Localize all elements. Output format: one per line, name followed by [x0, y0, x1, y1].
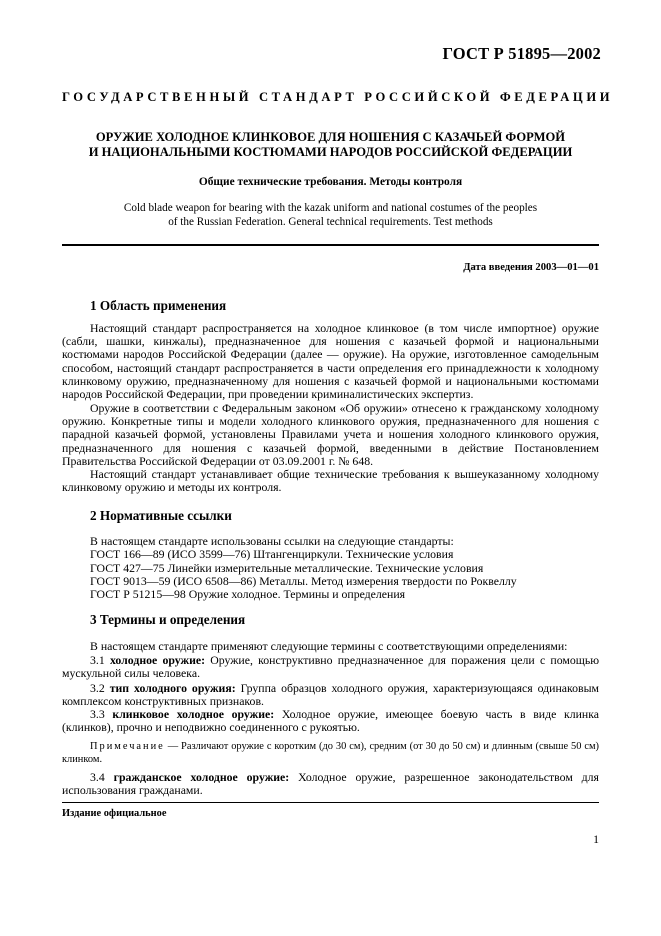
- footer-divider: [62, 802, 599, 803]
- section-1-heading: 1 Область применения: [90, 298, 227, 313]
- section-1-paragraph-2: Оружие в соответствии с Федеральным законом «Об оружии» отнесено к гражданскому холодному оружию. Конкретные типы и модели холодного клинкового оружия, предназначенного для ношения с парадной казачьей формой, установлены Правилами учета и ношения холодного клинкового оружия, предназначенного для ношения с казачьей формой, введенными в действие Постановлением Правительства Российской Федерации от 03.09.2001 г. № 648.: [62, 401, 599, 468]
- term-3-3: 3.3 клинковое холодное оружие: Холодное оружие, имеющее боевую часть в виде клинка (клинков), прочно и неподвижно соединенного с рукоятью.: [62, 707, 600, 735]
- references-list: [90, 535, 600, 601]
- term-name: холодное оружие:: [109, 653, 206, 667]
- title-line-2: И НАЦИОНАЛЬНЫМИ КОСТЮМАМИ НАРОДОВ РОССИЙСКОЙ ФЕДЕРАЦИИ: [88, 144, 573, 159]
- term-name: клинковое холодное оружие:: [112, 707, 275, 721]
- title-line-1: ОРУЖИЕ ХОЛОДНОЕ КЛИНКОВОЕ ДЛЯ НОШЕНИЯ С КАЗАЧЬЕЙ ФОРМОЙ: [95, 130, 566, 144]
- section-3-heading: 3 Термины и определения: [90, 612, 246, 627]
- section-2-heading: 2 Нормативные ссылки: [90, 508, 232, 523]
- note-label: Примечание: [90, 741, 165, 752]
- reference-item: ГОСТ Р 51215—98 Оружие холодное. Термины и определения: [90, 587, 406, 602]
- english-title: [62, 202, 599, 229]
- english-title-line-1: Cold blade weapon for bearing with the kazak uniform and national costumes of the peoples: [123, 202, 538, 214]
- state-standard-heading: ГОСУДАРСТВЕННЫЙ СТАНДАРТ РОССИЙСКОЙ ФЕДЕРАЦИИ: [62, 90, 614, 104]
- section-3-intro: В настоящем стандарте применяют следующие термины с соответствующими определениями:: [90, 639, 568, 653]
- english-title-line-2: of the Russian Federation. General technical requirements. Test methods: [168, 215, 493, 228]
- section-1-paragraph-1: Настоящий стандарт распространяется на холодное клинковое (в том числе импортное) оружие (сабли, шашки, кинжалы), предназначенное для ношения с казачьей формой и национальными костюмами народов Российской Федерации (далее — оружие). На оружие, изготовленное самодельным способом, настоящий стандарт распространяется в части определения его принадлежности к холодному клинковому оружию, предназначенному для ношения с казачьей формой и национальными костюмами народов Российской Федерации, при проведении криминалистических экспертиз.: [62, 321, 599, 402]
- reference-item: ГОСТ 166—89 (ИСО 3599—76) Штангенциркули. Технические условия: [90, 547, 454, 562]
- reference-item: ГОСТ 427—75 Линейки измерительные металлические. Технические условия: [90, 560, 484, 575]
- standard-code: ГОСТ Р 51895—2002: [442, 44, 601, 63]
- document-title: [62, 130, 599, 159]
- official-edition-label: Издание официальное: [62, 808, 167, 819]
- term-name: тип холодного оружия:: [109, 681, 236, 695]
- reference-item: ГОСТ 9013—59 (ИСО 6508—86) Металлы. Метод измерения твердости по Роквеллу: [90, 573, 517, 588]
- header-divider: [62, 244, 599, 246]
- term-name: гражданское холодное оружие:: [113, 770, 290, 784]
- effective-date: Дата введения 2003—01—01: [463, 262, 599, 273]
- term-3-1: 3.1 холодное оружие: Оружие, конструктивно предназначенное для поражения цели с помощью мускульной силы человека.: [62, 653, 600, 681]
- document-subtitle: Общие технические требования. Методы контроля: [198, 176, 463, 188]
- note: Примечание — Различают оружие с коротким (до 30 см), средним (от 30 до 50 см) и длинным (свыше 50 см) клинком.: [62, 741, 599, 765]
- section-1-paragraph-3: Настоящий стандарт устанавливает общие технические требования к вышеуказанному холодному клинковому оружию и методы их контроля.: [62, 467, 599, 495]
- term-3-4: 3.4 гражданское холодное оружие: Холодное оружие, разрешенное законодательством для использования гражданами.: [62, 770, 599, 798]
- page-number: 1: [593, 832, 599, 846]
- references-intro: В настоящем стандарте использованы ссылки на следующие стандарты:: [90, 534, 454, 548]
- term-3-2: 3.2 тип холодного оружия: Группа образцов холодного оружия, характеризующаяся одинаковым комплексом конструктивных признаков.: [62, 681, 600, 709]
